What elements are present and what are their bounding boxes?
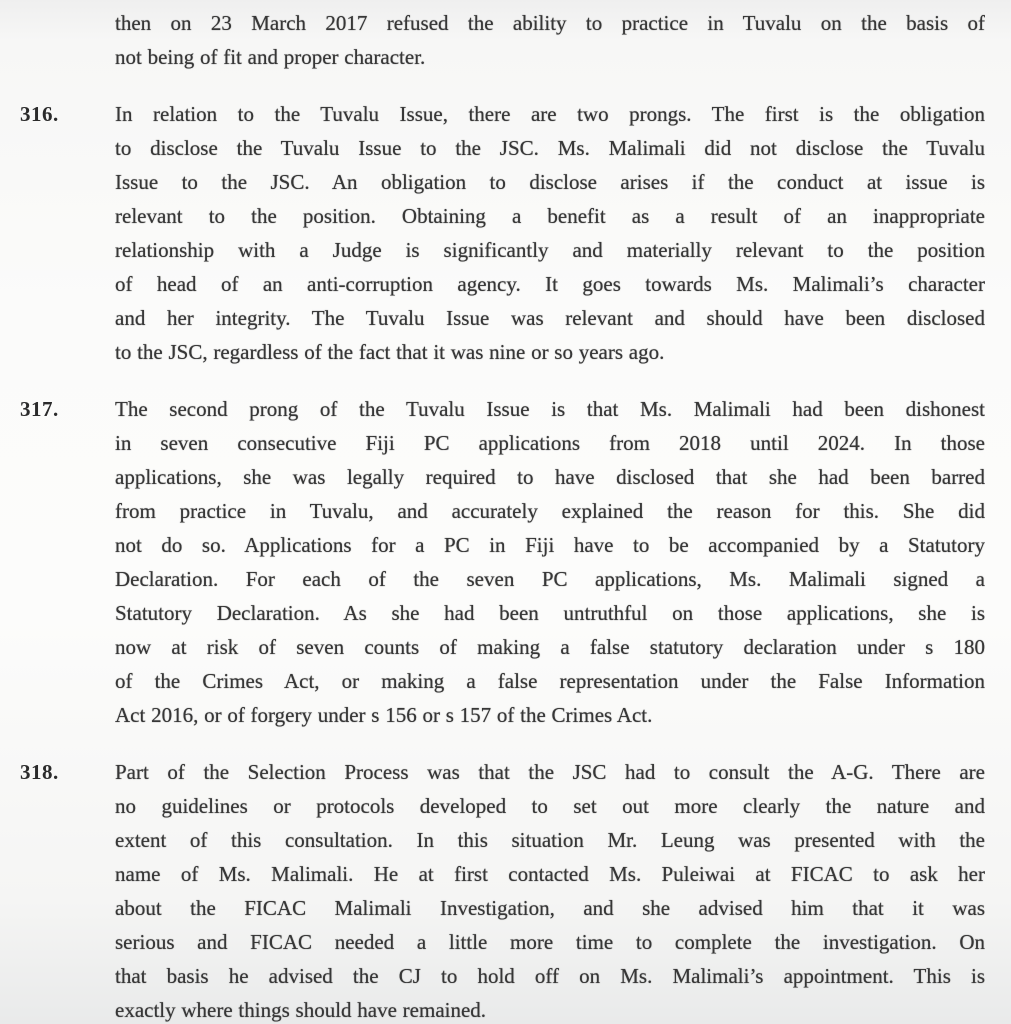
paragraph-number: 318. [20,760,59,784]
text-line: not do so. Applications for a PC in Fiji have to be accompanied by a Statutory [115,533,985,557]
paragraph-text [115,97,985,369]
paragraph-text [115,392,985,732]
text-line: not being of fit and proper character. [115,45,426,69]
text-line: serious and FICAC needed a little more time to complete the investigation. On [115,930,985,954]
text-line: to disclose the Tuvalu Issue to the JSC. Ms. Malimali did not disclose the Tuvalu [115,136,985,160]
text-line: no guidelines or protocols developed to set out more clearly the nature and [115,794,985,818]
paragraph [20,392,985,732]
text-line: that basis he advised the CJ to hold off on Ms. Malimali’s appointment. This is [115,964,985,988]
text-line: from practice in Tuvalu, and accurately explained the reason for this. She did [115,499,985,523]
paragraph-number: 316. [20,102,59,126]
paragraph-text [115,6,985,74]
text-line: now at risk of seven counts of making a false statutory declaration under s 180 [115,635,985,659]
paragraph-text [115,755,985,1024]
text-line: relevant to the position. Obtaining a benefit as a result of an inappropriate [115,204,985,228]
text-line: In relation to the Tuvalu Issue, there are two prongs. The first is the obligation [115,102,985,126]
text-line: relationship with a Judge is significantly and materially relevant to the position [115,238,985,262]
text-line: Declaration. For each of the seven PC applications, Ms. Malimali signed a [115,567,985,591]
document-body [20,6,985,1024]
text-line: Issue to the JSC. An obligation to disclose arises if the conduct at issue is [115,170,985,194]
text-line: of the Crimes Act, or making a false representation under the False Information [115,669,985,693]
text-line: Part of the Selection Process was that the JSC had to consult the A-G. There are [115,760,985,784]
text-line: and her integrity. The Tuvalu Issue was relevant and should have been disclosed [115,306,985,330]
text-line: name of Ms. Malimali. He at first contacted Ms. Puleiwai at FICAC to ask her [115,862,985,886]
text-line: about the FICAC Malimali Investigation, and she advised him that it was [115,896,985,920]
text-line: Statutory Declaration. As she had been untruthful on those applications, she is [115,601,985,625]
text-line: exactly where things should have remained. [115,998,487,1022]
text-line: extent of this consultation. In this situation Mr. Leung was presented with the [115,828,985,852]
text-line: in seven consecutive Fiji PC applications from 2018 until 2024. In those [115,431,985,455]
text-line: applications, she was legally required to have disclosed that she had been barred [115,465,985,489]
text-line: Act 2016, or of forgery under s 156 or s 157 of the Crimes Act. [115,703,653,727]
paragraph [20,755,985,1024]
paragraph [20,6,985,74]
text-line: of head of an anti-corruption agency. It goes towards Ms. Malimali’s character [115,272,985,296]
text-line: to the JSC, regardless of the fact that it was nine or so years ago. [115,340,665,364]
paragraph-number: 317. [20,397,59,421]
text-line: then on 23 March 2017 refused the ability to practice in Tuvalu on the basis of [115,11,985,35]
text-line: The second prong of the Tuvalu Issue is that Ms. Malimali had been dishonest [115,397,985,421]
paragraph [20,97,985,369]
